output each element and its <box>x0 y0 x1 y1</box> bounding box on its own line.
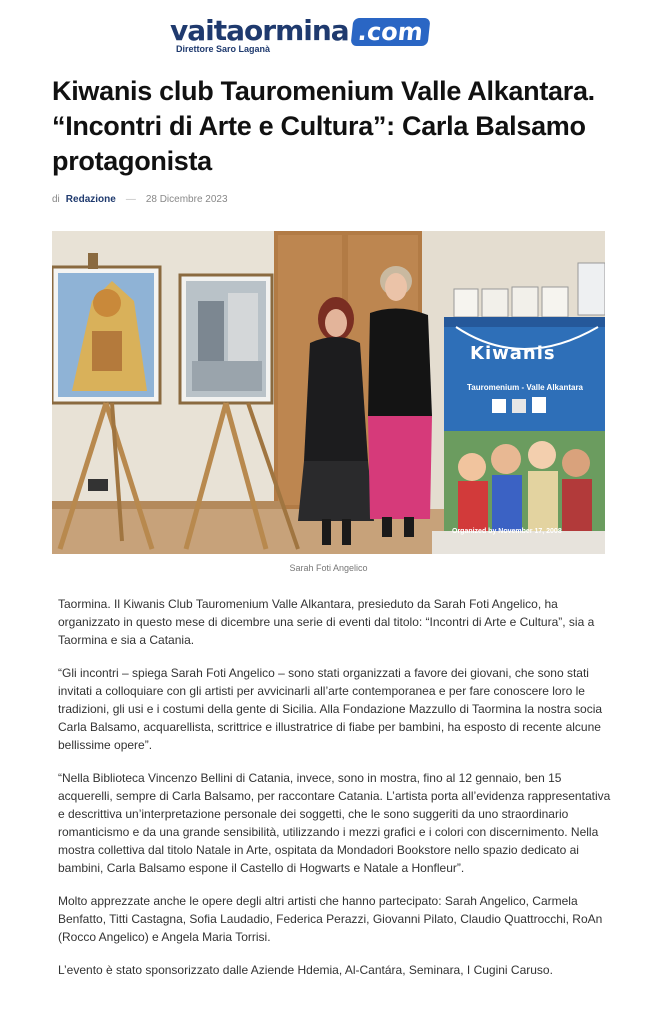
logo-director: Direttore Saro Laganà <box>176 44 271 54</box>
logo-com-badge: .com <box>350 18 430 46</box>
paragraph: “Gli incontri – spiega Sarah Foti Angelico – sono stati organizzati a favore dei giovani, che sono stati invitati a colloquiare con gli artisti per avvicinarli all’arte contemporanea e per fare conoscere loro le tradizioni, gli usi e i costumi della gente di Sicilia. Alla Fondazione Mazzullo di Taormina la nostra socia Carla Balsamo, acquarellista, scrittrice e illustratrice di fiabe per bambini, ha esposto di recente alcune bellissime opere”. <box>58 666 603 752</box>
logo-taormina: taormina <box>213 14 349 47</box>
paragraph: Taormina. Il Kiwanis Club Tauromenium Valle Alkantara, presieduto da Sarah Foti Angelico, ha organizzato in questo mese di dicembre una serie di eventi dal titolo: “Incontri di Arte e Cultura”, sia a Taormina e sia a Catania. <box>58 597 595 647</box>
author-prefix: di <box>52 194 60 205</box>
logo-vai: vai <box>170 14 214 47</box>
article-date: 28 Dicembre 2023 <box>145 194 228 205</box>
meta-separator: — <box>125 194 136 205</box>
banner-footer: Organized by November 17, 2008 <box>452 528 562 535</box>
banner-title: Kiwanis <box>470 343 556 364</box>
article-title: Kiwanis club Tauromenium Valle Alkantara. “Incontri di Arte e Cultura”: Carla Balsamo protagonista <box>52 76 595 176</box>
author-link[interactable]: Redazione <box>65 194 116 205</box>
photo-caption: Sarah Foti Angelico <box>289 563 368 573</box>
article-body <box>58 595 613 994</box>
paragraph: Molto apprezzate anche le opere degli altri artisti che hanno partecipato: Sarah Angelico, Carmela Benfatto, Titti Castagna, Sofia Laudadio, Federica Perazzi, Giovanni Pilato, Claudio Quattrocchi, RoAn (Rocco Angelico) e Angela Maria Torrisi. <box>58 894 603 944</box>
banner-subtitle: Tauromenium - Valle Alkantara <box>466 383 584 392</box>
site-logo[interactable] <box>170 14 470 58</box>
paragraph: “Nella Biblioteca Vincenzo Bellini di Catania, invece, sono in mostra, fino al 12 gennaio, ben 15 acquerelli, sempre di Carla Balsamo, per raccontare Catania. L’artista porta all’evidenza rappresentativa e descrittiva un’interpretazione personale dei soggetti, che le sono suggeriti da uno straordinario romanticismo e da una grande sensibilità, utilizzando i mezzi grafici e i colori con discernimento. Nella mostra collettiva dal titolo Natale in Arte, ospitata da Mondadori Bookstore nello spazio dedicato ai bambini, Carla Balsamo espone il Castello di Hogwarts e Natale a Honfleur”. <box>58 771 611 875</box>
article-photo <box>52 231 605 554</box>
article-meta <box>52 194 228 205</box>
paragraph: L’evento è stato sponsorizzato dalle Aziende Hdemia, Al-Cantára, Seminara, I Cugini Caruso. <box>58 963 553 977</box>
